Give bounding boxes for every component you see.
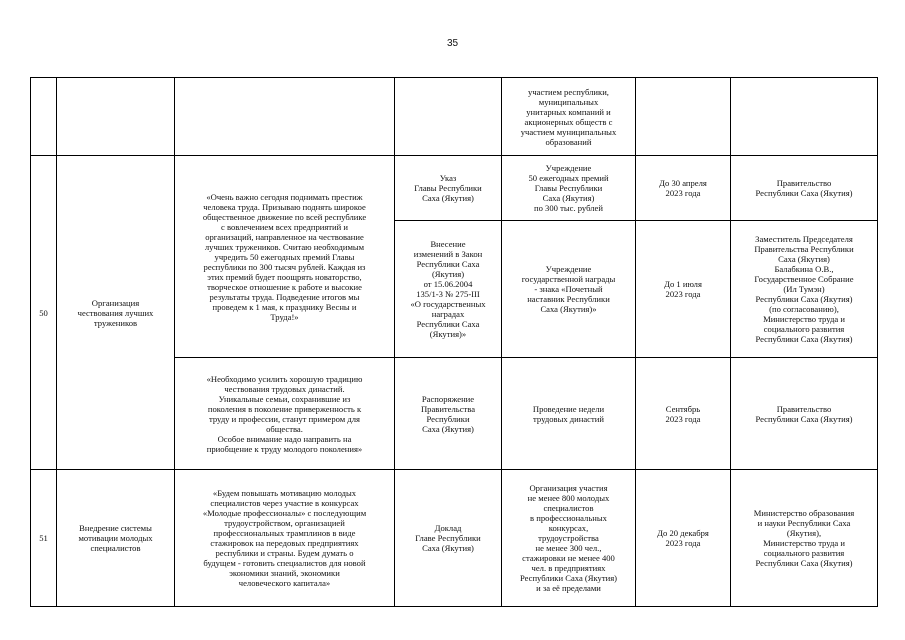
responsible-cell: Правительство Республики Саха (Якутия) <box>731 358 878 470</box>
row-number-cell: 50 <box>31 156 57 470</box>
responsible-cell <box>731 78 878 156</box>
table-row <box>31 78 878 156</box>
deadline-cell: До 20 декабря 2023 года <box>636 470 731 607</box>
quote-cell: «Очень важно сегодня поднимать престиж человека труда. Призываю поднять широкое общественное движение по всей республике с вовлечением всех предприятий и организаций, направленное на чествование лучших тружеников. Считаю необходимым учредить 50 ежегодных премий Главы республики по 300 тысяч рублей. Каждая из этих премий будет поощрять новаторство, творческое отношение к работе и высокие результаты труда. Подведение итогов мы проведем к 1 мая, к празднику Весны и Труда!» <box>175 156 395 358</box>
activity-cell <box>57 78 175 156</box>
responsible-cell: Заместитель Председателя Правительства Республики Саха (Якутия) Балабкина О.В., Государственное Собрание (Ил Тумэн) Республики Саха (Якутия) (по согласованию), Министерство труда и социального развития Республики Саха (Якутия) <box>731 221 878 358</box>
quote-cell <box>175 78 395 156</box>
page-number: 35 <box>446 38 459 49</box>
quote-cell: «Будем повышать мотивацию молодых специалистов через участие в конкурсах «Молодые профессионалы» с последующим трудоустройством, организацией профессиональных трамплинов в виде стажировок на передовых предприятиях республики и страны. Будем думать о будущем - готовить специалистов для новой экономики знаний, экономики человеческого капитала» <box>175 470 395 607</box>
quote-cell: «Необходимо усилить хорошую традицию чествования трудовых династий. Уникальные семьи, сохранившие из поколения в поколение приверженность к труду и профессии, станут примером для общества. Особое внимание надо направить на приобщение к труду молодого поколения» <box>175 358 395 470</box>
result-cell: участием республики, муниципальных унитарных компаний и акционерных обществ с участием муниципальных образований <box>502 78 636 156</box>
document-cell: Указ Главы Республики Саха (Якутия) <box>395 156 502 221</box>
deadline-cell <box>636 78 731 156</box>
table-row <box>31 156 878 221</box>
activity-cell: Внедрение системы мотивации молодых специалистов <box>57 470 175 607</box>
activity-cell: Организация чествования лучших тружеников <box>57 156 175 470</box>
row-number-cell <box>31 78 57 156</box>
result-cell: Учреждение государственной награды - знака «Почетный наставник Республики Саха (Якутия)» <box>502 221 636 358</box>
document-cell: Доклад Главе Республики Саха (Якутия) <box>395 470 502 607</box>
document-cell: Внесение изменений в Закон Республики Саха (Якутия) от 15.06.2004 135/1-3 № 275-III «О государственных наградах Республики Саха (Якутия)» <box>395 221 502 358</box>
responsible-cell: Правительство Республики Саха (Якутия) <box>731 156 878 221</box>
row-number-cell: 51 <box>31 470 57 607</box>
result-cell: Организация участия не менее 800 молодых специалистов в профессиональных конкурсах, трудоустройства не менее 300 чел., стажировки не менее 400 чел. в предприятиях Республики Саха (Якутия) и за её пределами <box>502 470 636 607</box>
result-cell: Учреждение 50 ежегодных премий Главы Республики Саха (Якутия) по 300 тыс. рублей <box>502 156 636 221</box>
deadline-cell: До 1 июля 2023 года <box>636 221 731 358</box>
deadline-cell: До 30 апреля 2023 года <box>636 156 731 221</box>
table-row <box>31 470 878 607</box>
document-cell <box>395 78 502 156</box>
responsible-cell: Министерство образования и науки Республики Саха (Якутия), Министерство труда и социального развития Республики Саха (Якутия) <box>731 470 878 607</box>
deadline-cell: Сентябрь 2023 года <box>636 358 731 470</box>
result-cell: Проведение недели трудовых династий <box>502 358 636 470</box>
document-cell: Распоряжение Правительства Республики Саха (Якутия) <box>395 358 502 470</box>
measures-table <box>30 77 878 607</box>
